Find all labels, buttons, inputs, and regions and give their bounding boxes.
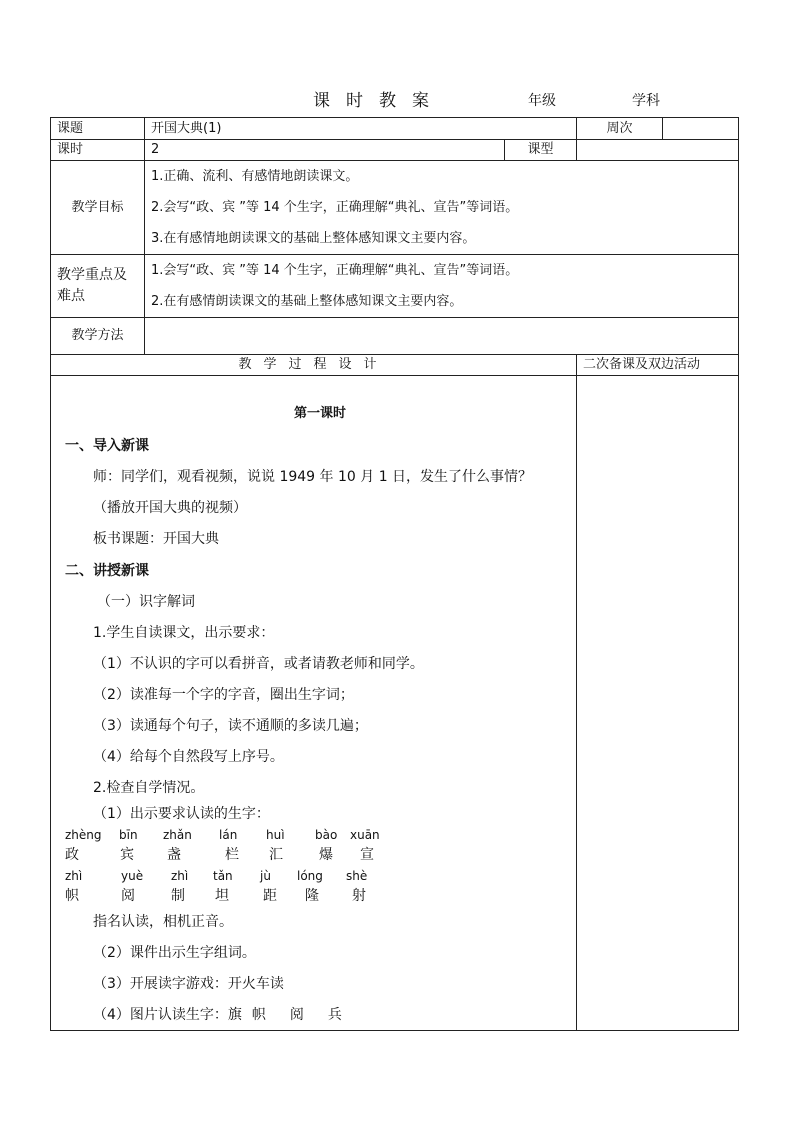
character-row [65,888,565,906]
character: 帜 [65,888,79,904]
character: 隆 [305,888,319,904]
key-item: 2.在有感情朗读课文的基础上整体感知课文主要内容。 [151,294,463,309]
intro-line: （播放开国大典的视频） [93,500,247,516]
activity-line: 指名认读，相机正音。 [93,914,233,930]
key-points-row [51,255,739,318]
character: 距 [263,888,277,904]
pinyin: bīn [119,828,138,842]
key-label [51,255,145,318]
requirement-item: （2）读准每一个字的字音，圈出生字词； [93,687,354,703]
grade-label: 年级 [528,93,556,109]
character: 宾 [120,847,134,863]
pinyin: shè [346,869,368,883]
lesson-heading: 第一课时 [293,406,346,421]
character: 爆 [319,847,333,863]
character: 盏 [167,847,181,863]
pinyin: zhì [65,869,83,883]
goal-item: 3.在有感情地朗读课文的基础上整体感知课文主要内容。 [151,231,476,246]
key-cell [145,255,739,318]
process-header-row [51,355,739,376]
pinyin: zhǎn [163,828,192,842]
secondary-label: 二次备课及双边活动 [577,355,739,376]
process-body-row [51,376,739,1031]
pinyin: tǎn [213,869,233,883]
key-label-text: 教学重点及难点 [57,267,127,304]
pinyin: lóng [297,869,323,883]
goal-item: 1.正确、流利、有感情地朗读课文。 [151,169,359,184]
key-item: 1.会写“政、宾 ”等 14 个生字，正确理解“典礼、宣告”等词语。 [151,263,519,278]
type-value [577,140,739,161]
character: 政 [65,847,79,863]
picture-char: 阅 [289,1007,304,1023]
character: 汇 [269,847,283,863]
pinyin: xuān [350,828,380,842]
hours-value: 2 [145,140,505,161]
character: 射 [352,888,366,904]
method-value [145,318,739,355]
week-label: 周次 [577,118,663,140]
goals-label: 教学目标 [51,161,145,255]
requirement-item: （1）不认识的字可以看拼音，或者请教老师和同学。 [93,656,424,672]
lesson-plan-table [50,117,739,1031]
character: 制 [171,888,185,904]
character-row [65,847,565,865]
process-label: 教学过程设计 [51,355,577,376]
hours-label: 课时 [51,140,145,161]
picture-char: 旗 [227,1007,242,1023]
character: 坦 [215,888,229,904]
lesson-content [57,376,570,1030]
intro-line: 师：同学们，观看视频，说说 1949 年 10 月 1 日，发生了什么事情？ [93,469,533,485]
pinyin: bào [315,828,338,842]
picture-char: 帜 [251,1007,266,1023]
pinyin: jù [260,869,271,883]
character: 阅 [121,888,135,904]
subsection-heading: （一）识字解词 [97,594,195,610]
section-intro-heading: 一、导入新课 [65,438,149,454]
step-line: 2.检查自学情况。 [93,780,205,796]
process-content-cell [51,376,577,1031]
pinyin: yuè [121,869,144,883]
pinyin: lán [219,828,238,842]
method-row [51,318,739,355]
picture-recognition-line [93,1007,342,1024]
activity-line: （3）开展读字游戏：开火车读 [93,976,284,992]
activity-line: （2）课件出示生字组词。 [93,945,256,961]
section-teach-heading: 二、讲授新课 [65,563,149,579]
requirement-item: （3）读通每个句子，读不通顺的多读几遍； [93,718,368,734]
show-characters-line: （1）出示要求认读的生字： [93,806,270,822]
pinyin-row [65,869,565,883]
topic-row [51,118,739,140]
method-label: 教学方法 [51,318,145,355]
picture-label: （4）图片认读生字： [93,1007,228,1023]
hours-row [51,140,739,161]
page-header [0,86,794,110]
topic-label: 课题 [51,118,145,140]
goals-row [51,161,739,255]
pinyin: zhì [171,869,189,883]
intro-line: 板书课题：开国大典 [93,531,219,547]
goal-item: 2.会写“政、宾 ”等 14 个生字，正确理解“典礼、宣告”等词语。 [151,200,519,215]
goals-cell [145,161,739,255]
topic-value: 开国大典(1) [145,118,577,140]
week-value [663,118,739,140]
pinyin-row [65,828,565,842]
page-title: 课时教案 [313,91,445,111]
step-line: 1.学生自读课文，出示要求： [93,625,275,641]
character: 栏 [225,847,239,863]
pinyin: huì [266,828,285,842]
picture-char: 兵 [327,1007,342,1023]
type-label: 课型 [505,140,577,161]
secondary-notes-cell [577,376,739,1031]
character: 宣 [360,847,374,863]
subject-label: 学科 [632,93,660,109]
requirement-item: （4）给每个自然段写上序号。 [93,749,284,765]
pinyin: zhèng [65,828,102,842]
